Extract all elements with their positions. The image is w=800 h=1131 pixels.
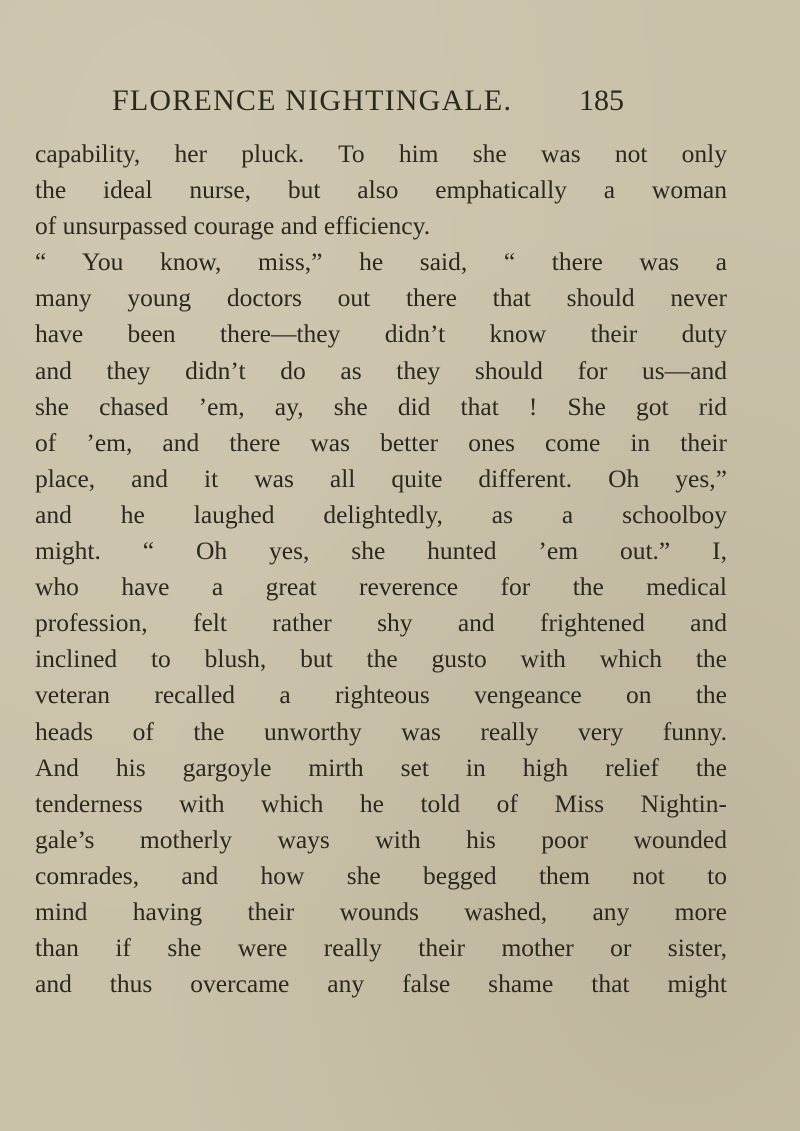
text-line: mind having their wounds washed, any more bbox=[35, 896, 727, 926]
text-line: she chased ’em, ay, she did that ! She got rid bbox=[35, 391, 727, 421]
text-line: have been there—they didn’t know their duty bbox=[35, 319, 727, 349]
text-line: who have a great reverence for the medical bbox=[35, 572, 727, 602]
text-line: than if she were really their mother or sister, bbox=[35, 933, 727, 963]
text-line: might. “ Oh yes, she hunted ’em out.” I, bbox=[35, 536, 727, 566]
text-line: place, and it was all quite different. Oh yes,” bbox=[35, 463, 727, 493]
page-header bbox=[112, 84, 622, 128]
text-line: tenderness with which he told of Miss Nightin- bbox=[35, 788, 727, 818]
text-line: and he laughed delightedly, as a schoolboy bbox=[35, 499, 727, 529]
text-line: heads of the unworthy was really very funny. bbox=[35, 716, 727, 746]
text-line: and they didn’t do as they should for us—and bbox=[35, 355, 727, 385]
text-line: And his gargoyle mirth set in high relief the bbox=[35, 752, 727, 782]
text-line: veteran recalled a righteous vengeance on the bbox=[35, 680, 727, 710]
page-number: 185 bbox=[579, 84, 624, 117]
text-line: inclined to blush, but the gusto with which the bbox=[35, 644, 727, 674]
text-line: many young doctors out there that should never bbox=[35, 283, 727, 313]
text-line: profession, felt rather shy and frightened and bbox=[35, 608, 727, 638]
text-line: the ideal nurse, but also emphatically a woman bbox=[35, 175, 727, 205]
text-line: gale’s motherly ways with his poor wounded bbox=[35, 824, 727, 854]
text-line: of unsurpassed courage and efficiency. bbox=[35, 211, 431, 241]
running-title: FLORENCE NIGHTINGALE. bbox=[112, 84, 513, 117]
text-line: capability, her pluck. To him she was not only bbox=[35, 139, 727, 168]
text-line: and thus overcame any false shame that might bbox=[35, 969, 727, 999]
body-text bbox=[35, 136, 727, 1002]
text-line: comrades, and how she begged them not to bbox=[35, 860, 727, 890]
text-line: of ’em, and there was better ones come in their bbox=[35, 427, 727, 457]
text-line: “ You know, miss,” he said, “ there was a bbox=[35, 247, 727, 277]
